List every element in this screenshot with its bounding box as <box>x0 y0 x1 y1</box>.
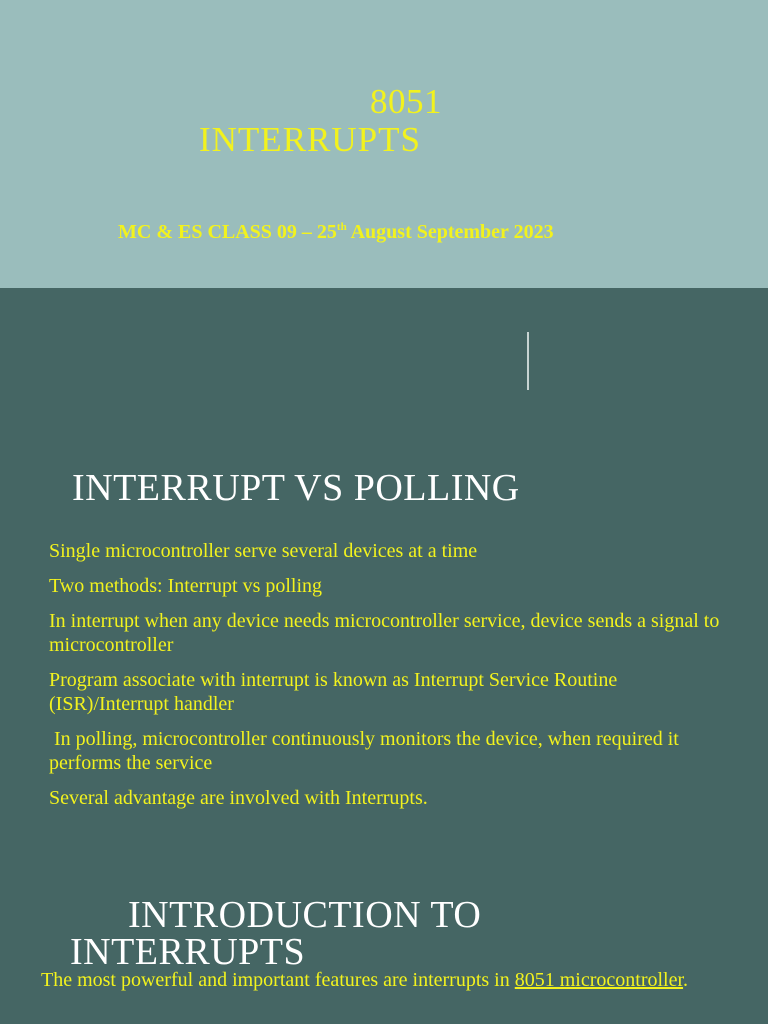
subtitle <box>118 221 554 244</box>
subtitle-prefix: MC & ES CLASS 09 – 25 <box>118 221 337 243</box>
heading-introduction-line-1: INTRODUCTION TO <box>128 894 482 936</box>
polling-bullet-list <box>49 539 739 821</box>
subtitle-ordinal-suffix: th <box>336 221 347 233</box>
heading-introduction-line-2: INTERRUPTS <box>70 931 306 973</box>
subtitle-suffix: August September 2023 <box>346 221 554 243</box>
bullet-item: Program associate with interrupt is known as Interrupt Service Routine (ISR)/Interrupt handler <box>49 669 618 715</box>
bullet-item: In polling, microcontroller continuously monitors the device, when required it performs the service <box>49 728 684 774</box>
vertical-divider <box>527 332 529 390</box>
title-line-2: INTERRUPTS <box>199 120 421 159</box>
bullet-item: In interrupt when any device needs microcontroller service, device sends a signal to microcontroller <box>49 610 720 656</box>
heading-interrupt-vs-polling: INTERRUPT VS POLLING <box>72 467 520 509</box>
title-slide <box>0 0 768 288</box>
intro-text-end: . <box>683 969 689 991</box>
intro-text-start: The most powerful and important features are interrupts in <box>41 969 515 991</box>
title-line-1: 8051 <box>370 82 442 121</box>
bullet-item: Two methods: Interrupt vs polling <box>49 575 323 597</box>
bullet-item: Several advantage are involved with Interrupts. <box>49 787 428 809</box>
bullet-item: Single microcontroller serve several devices at a time <box>49 540 478 562</box>
intro-paragraph <box>41 968 741 993</box>
microcontroller-link[interactable]: 8051 microcontroller <box>514 969 684 991</box>
